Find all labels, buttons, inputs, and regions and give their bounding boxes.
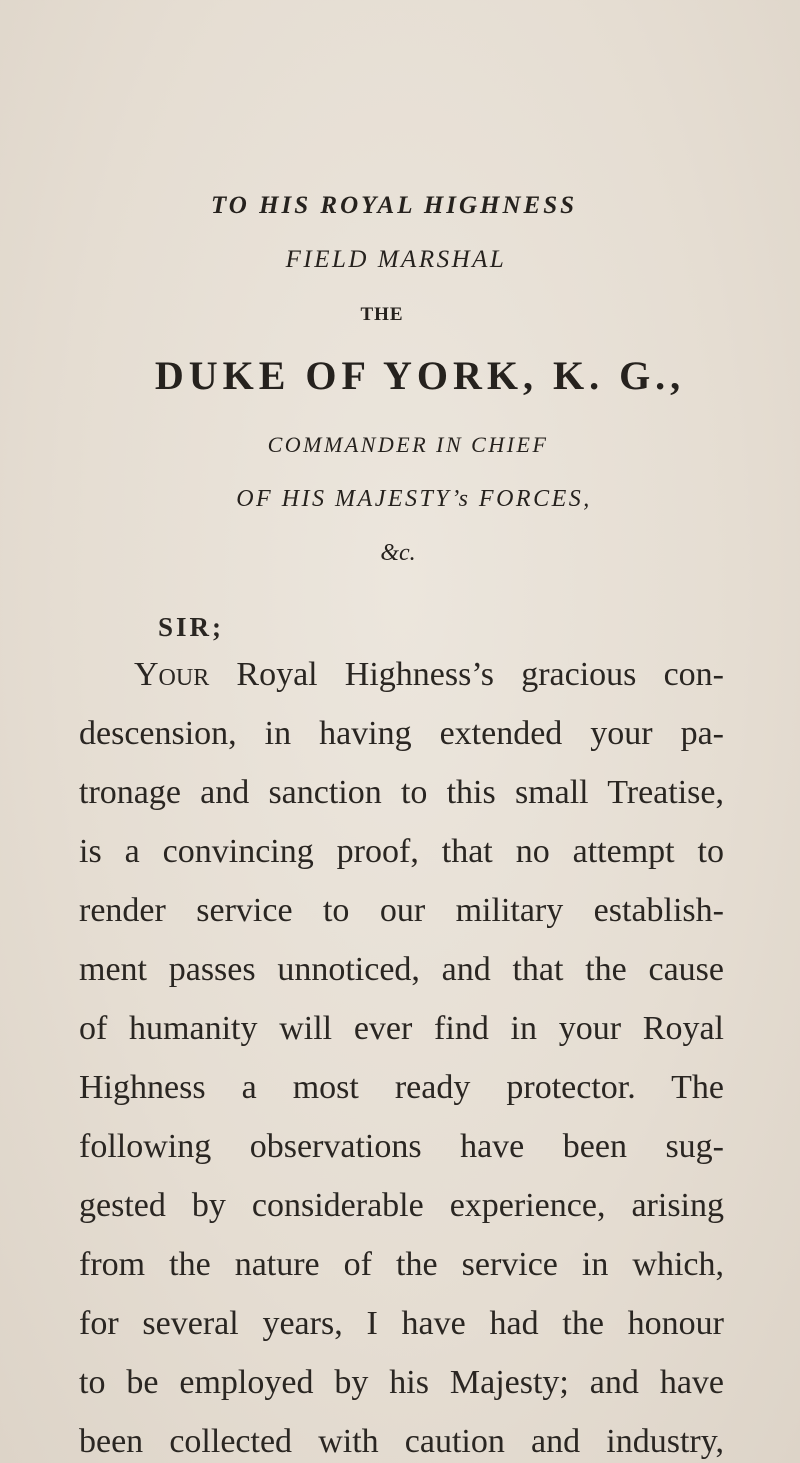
letter-body-line: to be employed by his Majesty; and have: [79, 1364, 724, 1401]
letter-body-line: gested by considerable experience, arising: [79, 1187, 724, 1224]
letter-body-line: of humanity will ever find in your Royal: [79, 1010, 724, 1047]
letter-salutation: SIR;: [158, 612, 225, 642]
dedication-line-etc: &c.: [380, 540, 416, 566]
letter-body-line: from the nature of the service in which,: [79, 1246, 724, 1283]
letter-body-line: been collected with caution and industry,: [79, 1423, 724, 1460]
dedication-line-duke-of-york: DUKE OF YORK, K. G.,: [154, 353, 686, 398]
letter-body-line: descension, in having extended your pa-: [79, 715, 724, 752]
letter-body-line: Your Royal Highness’s gracious con-: [134, 656, 724, 693]
letter-body-line: ment passes unnoticed, and that the cause: [79, 951, 724, 988]
dedication-line-to-his-royal-highness: TO HIS ROYAL HIGHNESS: [210, 192, 578, 219]
letter-opening-word: Your: [134, 656, 210, 693]
letter-body-line: for several years, I have had the honour: [79, 1305, 724, 1342]
dedication-line-field-marshal: FIELD MARSHAL: [285, 246, 507, 273]
letter-body-line: Highness a most ready protector. The: [79, 1069, 724, 1106]
dedication-line-commander-in-chief: COMMANDER IN CHIEF: [267, 432, 549, 457]
letter-body-line: tronage and sanction to this small Treatise,: [79, 774, 724, 811]
letter-body-line: render service to our military establish-: [79, 892, 724, 929]
dedication-line-majestys-forces: OF HIS MAJESTY’s FORCES,: [236, 486, 592, 512]
letter-body-line: following observations have been sug-: [79, 1128, 724, 1165]
letter-body-line: is a convincing proof, that no attempt to: [79, 833, 724, 870]
dedication-line-the: THE: [360, 304, 404, 325]
